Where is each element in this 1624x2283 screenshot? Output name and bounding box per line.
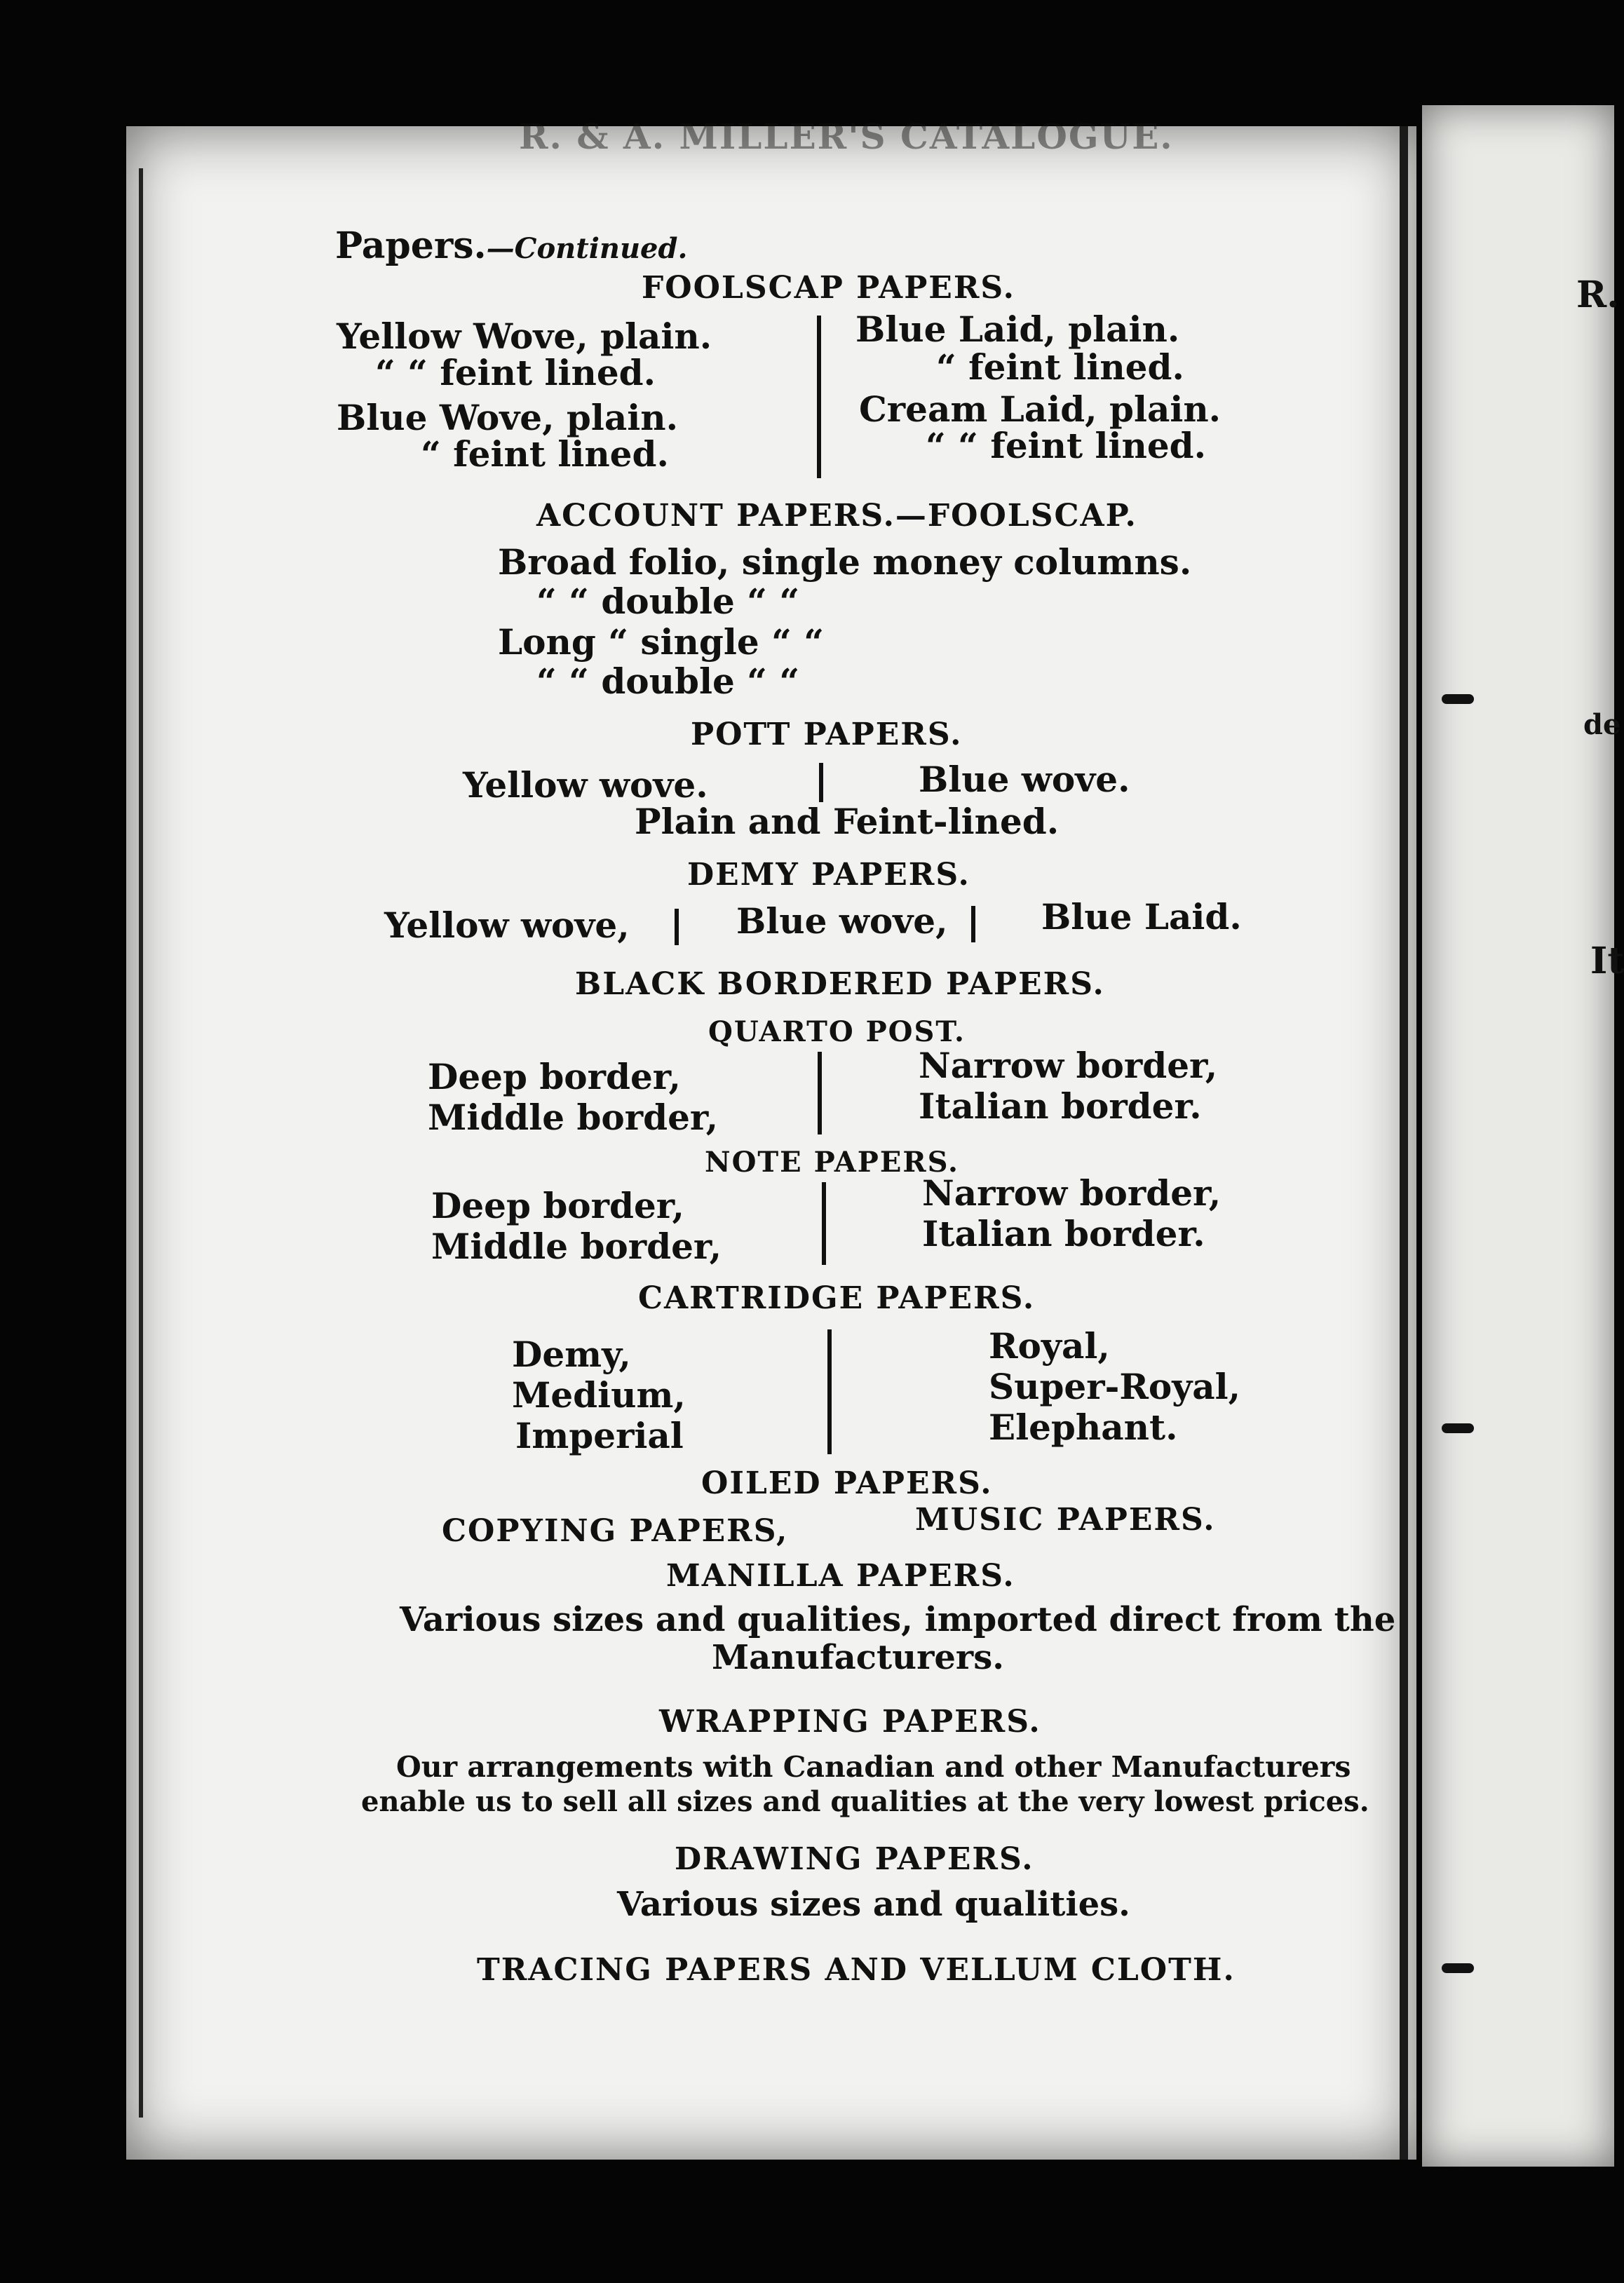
note-divider bbox=[822, 1182, 826, 1265]
cartridge-right-3: Elephant. bbox=[989, 1407, 1178, 1448]
cartridge-right-2: Super-Royal, bbox=[989, 1366, 1241, 1407]
page-edge-rule bbox=[1400, 126, 1408, 2160]
manilla-heading: MANILLA PAPERS. bbox=[666, 1558, 1015, 1594]
wrapping-heading: WRAPPING PAPERS. bbox=[659, 1704, 1041, 1740]
adjacent-page-strip bbox=[1422, 105, 1624, 2167]
note-right-2: Italian border. bbox=[922, 1213, 1205, 1254]
page-edge-tick bbox=[1442, 1963, 1474, 1973]
cartridge-heading: CARTRIDGE PAPERS. bbox=[638, 1280, 1036, 1316]
cartridge-left-2: Medium, bbox=[512, 1374, 686, 1416]
page-edge-tick bbox=[1442, 1423, 1474, 1433]
quarto-right-2: Italian border. bbox=[919, 1085, 1202, 1127]
manilla-line-2: Manufacturers. bbox=[712, 1638, 1004, 1677]
copying-heading: COPYING PAPERS, bbox=[442, 1513, 789, 1549]
demy-divider-1 bbox=[675, 909, 679, 945]
demy-divider-2 bbox=[971, 906, 975, 942]
music-heading: MUSIC PAPERS. bbox=[915, 1502, 1216, 1538]
note-right-1: Narrow border, bbox=[922, 1172, 1222, 1214]
adjacent-page-r: R. bbox=[1576, 273, 1620, 316]
drawing-heading: DRAWING PAPERS. bbox=[675, 1841, 1034, 1877]
account-line-3: Long “ single “ “ bbox=[498, 621, 824, 663]
account-line-4: “ “ double “ “ bbox=[536, 660, 800, 702]
tracing-heading: TRACING PAPERS AND VELLUM CLOTH. bbox=[477, 1952, 1236, 1988]
demy-item-2: Blue wove, bbox=[736, 900, 948, 942]
quarto-heading: QUARTO POST. bbox=[708, 1015, 966, 1048]
section-title bbox=[335, 224, 687, 267]
pott-divider bbox=[819, 763, 823, 802]
quarto-divider bbox=[818, 1052, 822, 1134]
note-left-2: Middle border, bbox=[431, 1226, 722, 1267]
adjacent-page-de: de bbox=[1583, 708, 1621, 741]
demy-item-3: Blue Laid. bbox=[1041, 896, 1242, 937]
cartridge-divider bbox=[827, 1329, 832, 1454]
section-title-label: Papers. bbox=[335, 224, 487, 267]
pott-heading: POTT PAPERS. bbox=[691, 717, 963, 752]
foolscap-right-3: Cream Laid, plain. bbox=[859, 388, 1222, 430]
foolscap-heading: FOOLSCAP PAPERS. bbox=[642, 270, 1015, 306]
running-head: R. & A. MILLER'S CATALOGUE. bbox=[519, 116, 1174, 157]
foolscap-right-1: Blue Laid, plain. bbox=[855, 309, 1180, 350]
pott-left: Yellow wove. bbox=[463, 764, 708, 806]
foolscap-left-1: Yellow Wove, plain. bbox=[337, 316, 712, 357]
wrapping-line-2: enable us to sell all sizes and qualities at the very lowest prices. bbox=[361, 1785, 1369, 1818]
foolscap-left-3: Blue Wove, plain. bbox=[337, 397, 679, 438]
drawing-line-1: Various sizes and qualities. bbox=[617, 1885, 1130, 1924]
manilla-line-1: Various sizes and qualities, imported direct from the bbox=[400, 1600, 1396, 1639]
foolscap-divider bbox=[817, 316, 821, 478]
account-heading: ACCOUNT PAPERS.—FOOLSCAP. bbox=[536, 498, 1137, 534]
left-margin-rule bbox=[139, 168, 143, 2118]
quarto-left-2: Middle border, bbox=[428, 1097, 719, 1138]
cartridge-left-3: Imperial bbox=[515, 1415, 684, 1456]
foolscap-left-4: “ feint lined. bbox=[421, 433, 669, 475]
pott-right: Blue wove. bbox=[919, 759, 1130, 800]
section-continued: —Continued. bbox=[486, 232, 688, 265]
pott-note: Plain and Feint-lined. bbox=[635, 801, 1060, 842]
foolscap-right-4: “ “ feint lined. bbox=[926, 425, 1207, 466]
adjacent-page-it: It bbox=[1590, 940, 1624, 982]
cartridge-right-1: Royal, bbox=[989, 1325, 1110, 1367]
foolscap-right-2: “ feint lined. bbox=[936, 346, 1184, 388]
account-line-1: Broad folio, single money columns. bbox=[498, 541, 1192, 583]
demy-item-1: Yellow wove, bbox=[384, 905, 630, 946]
demy-heading: DEMY PAPERS. bbox=[687, 857, 970, 893]
oiled-heading: OILED PAPERS. bbox=[701, 1465, 993, 1501]
note-heading: NOTE PAPERS. bbox=[705, 1146, 959, 1179]
account-line-2: “ “ double “ “ bbox=[536, 581, 800, 622]
wrapping-line-1: Our arrangements with Canadian and other Manufacturers bbox=[396, 1750, 1351, 1784]
cartridge-left-1: Demy, bbox=[512, 1334, 631, 1375]
black-bordered-heading: BLACK BORDERED PAPERS. bbox=[575, 966, 1105, 1002]
note-left-1: Deep border, bbox=[431, 1185, 684, 1226]
quarto-right-1: Narrow border, bbox=[919, 1045, 1218, 1086]
foolscap-left-2: “ “ feint lined. bbox=[375, 352, 656, 393]
page-edge-tick bbox=[1442, 694, 1474, 704]
quarto-left-1: Deep border, bbox=[428, 1056, 681, 1097]
